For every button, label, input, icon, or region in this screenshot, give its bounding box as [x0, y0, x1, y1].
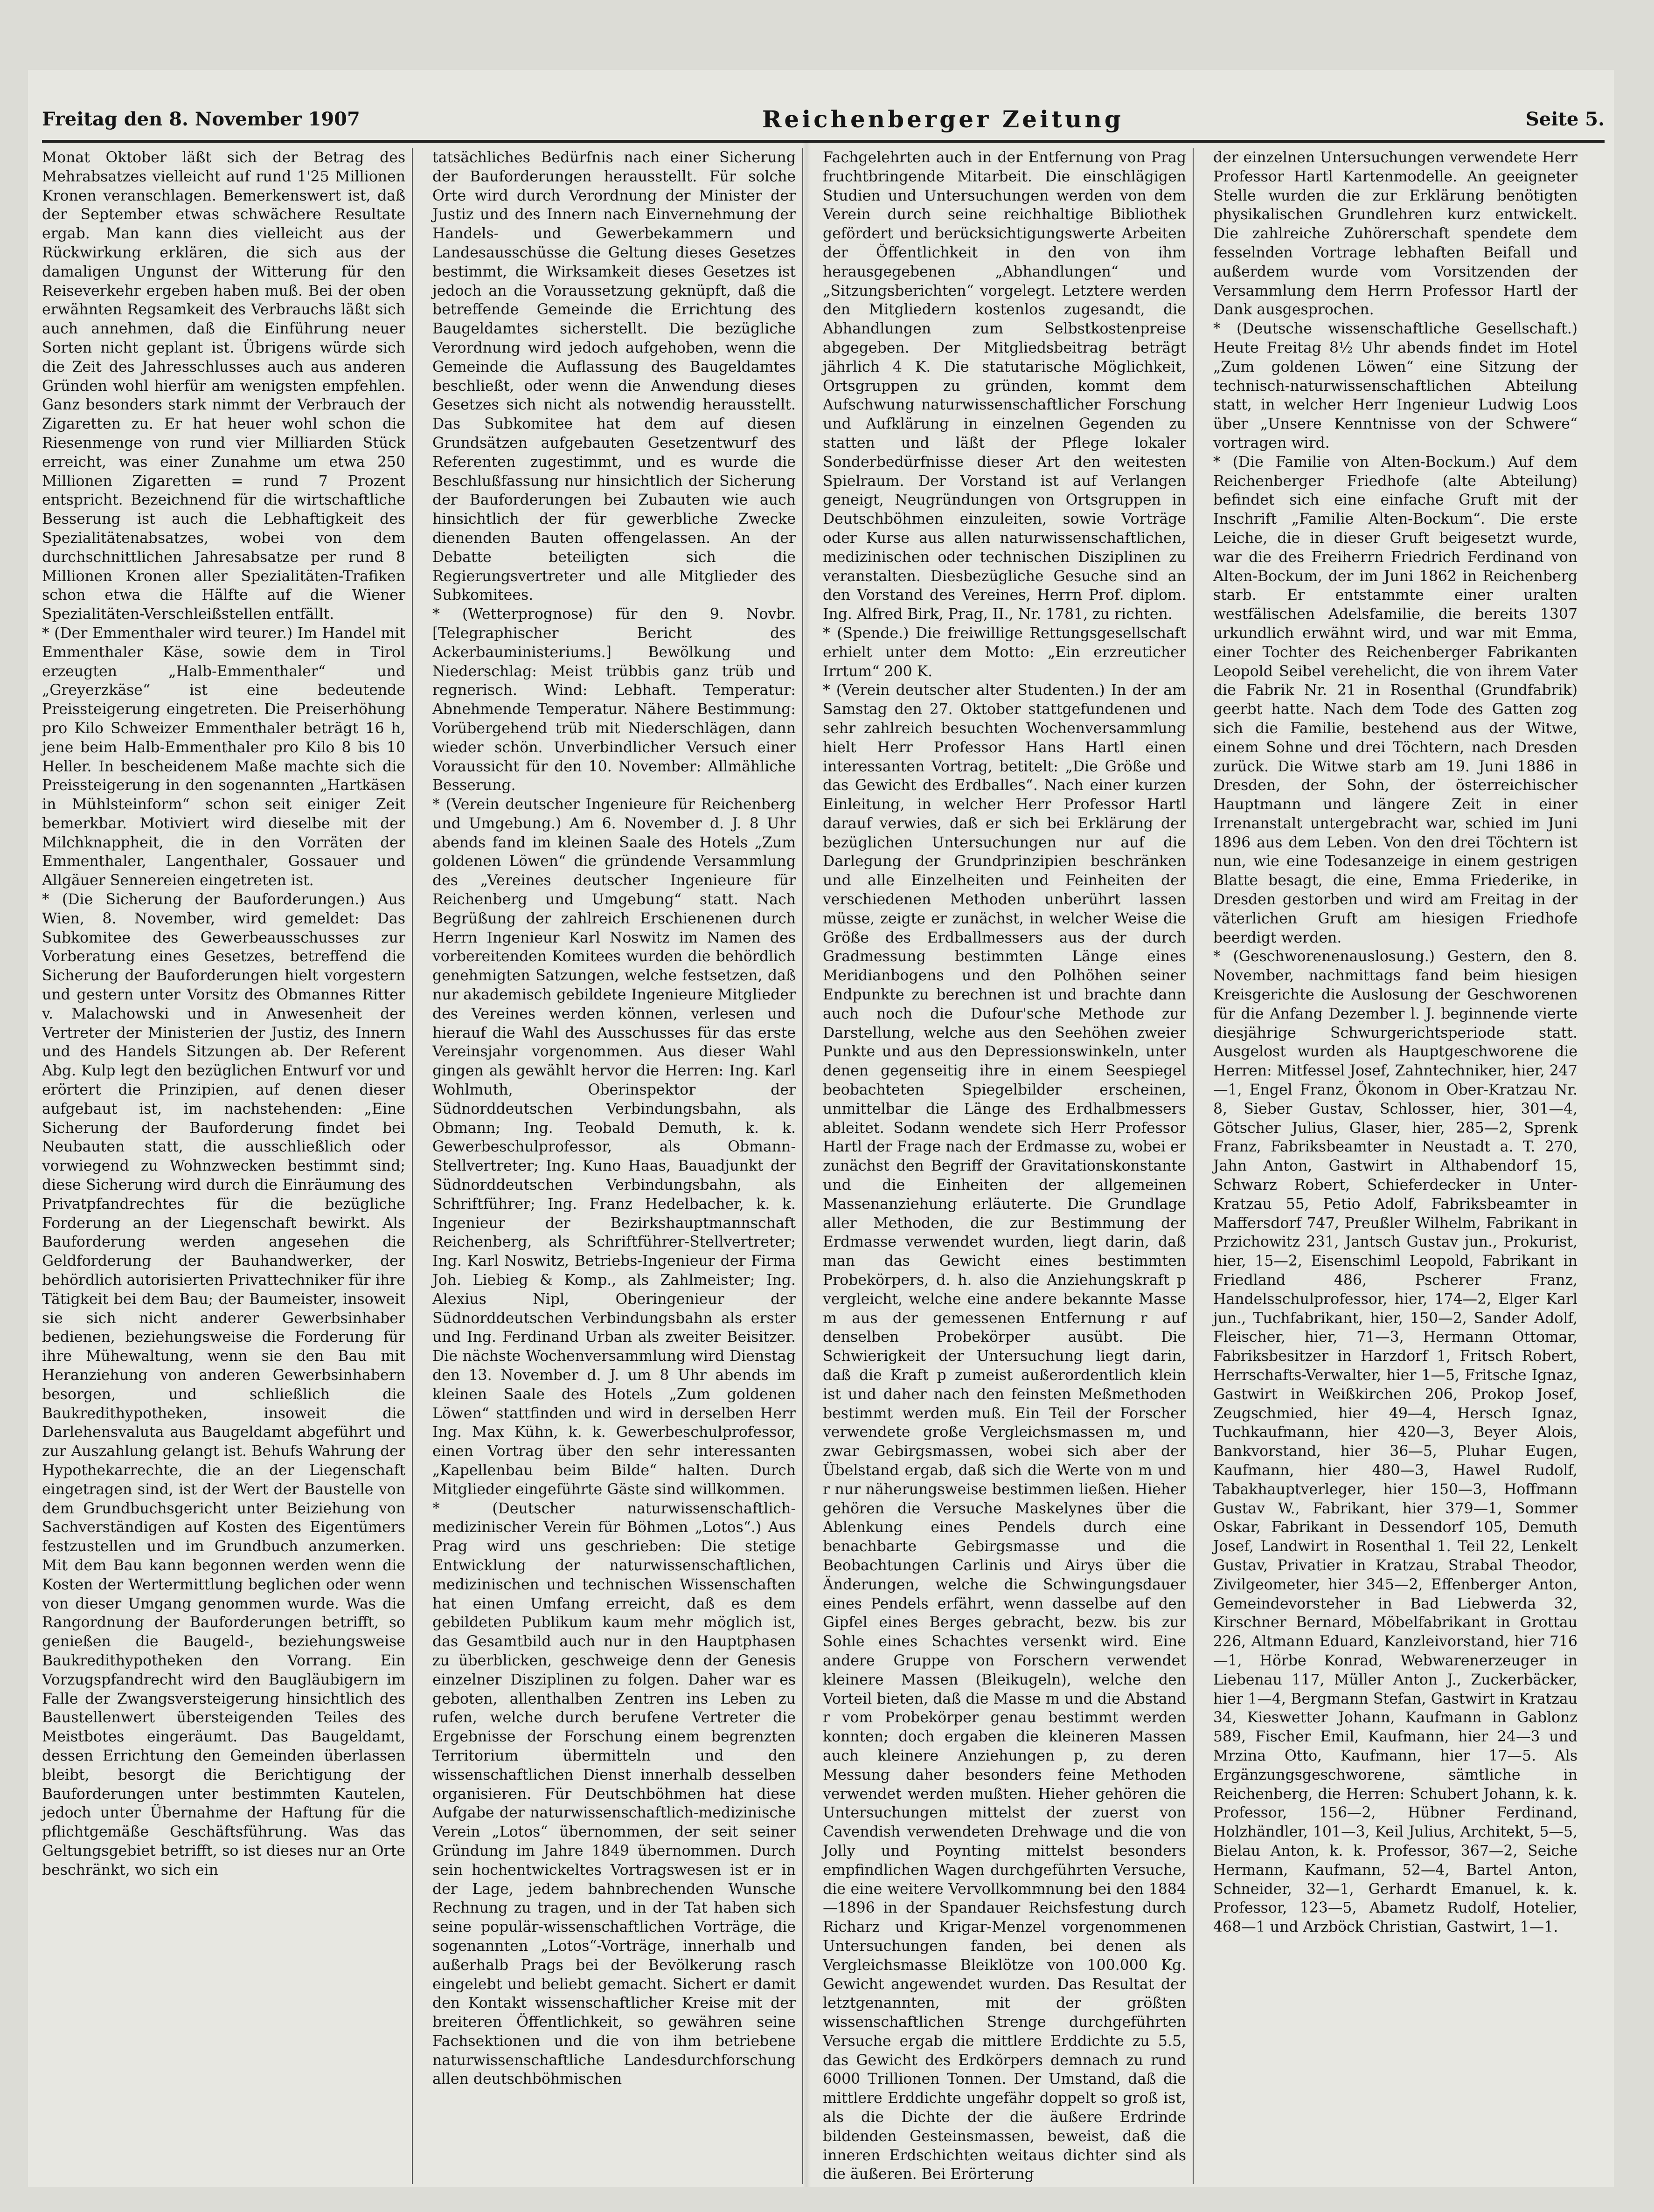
article-paragraph: * (Die Familie von Alten-Bockum.) Auf dem Reichenberger Friedhofe (alte Abteilung) befindet sich eine einfache Gruft mit der Inschrift „Familie Alten-Bockum“. Die erste Leiche, die in dieser Gruft beigesetzt wurde, war die des Freiherrn Friedrich Ferdinand von Alten-Bockum, der im Juni 1862 in Reichenberg starb. Er entstammte einer uralten westfälischen Adelsfamilie, die bereits 1307 urkundlich erwähnt wird, und war mit Emma, einer Tochter des Reichenberger Fabrikanten Leopold Seibel verehelicht, die von ihrem Vater die Fabrik Nr. 21 in Rosenthal (Grundfabrik) geerbt hatte. Nach dem Tode des Gatten zog sich die Familie, bestehend aus der Witwe, einem Sohne und drei Töchtern, nach Dresden zurück. Die Witwe starb am 19. Juni 1886 in Dresden, der Sohn, der österreichischer Hauptmann und längere Zeit in einer Irrenanstalt untergebracht war, schied im Juni 1896 aus dem Leben. Von den drei Töchtern ist nun, wie eine Todesanzeige in einem gestrigen Blatte besagt, die eine, Emma Friederike, in Dresden gestorben und wird am Freitag in der väterlichen Gruft am hiesigen Friedhofe beerdigt werden.: [1213, 453, 1578, 946]
column-2: [432, 148, 803, 2184]
article-paragraph: * (Der Emmenthaler wird teurer.) Im Handel mit Emmenthaler Käse, sowie dem in Tirol erzeugten „Halb-Emmenthaler“ und „Greyerzkäse“ ist eine bedeutende Preissteigerung eingetreten. Die Preiserhöhung pro Kilo Schweizer Emmenthaler beträgt 16 h, jene beim Halb-Emmenthaler pro Kilo 8 bis 10 Heller. In bescheidenem Maße machte sich die Preissteigerung in den sogenannten „Hartkäsen in Mühlsteinform“ schon seit einiger Zeit bemerkbar. Motiviert wird dieselbe mit der Milchknappheit, die in den Vorräten der Emmenthaler, Langenthaler, Gossauer und Allgäuer Sennereien eingetreten ist.: [42, 624, 405, 889]
column-4: [1213, 148, 1584, 2184]
column-1: [42, 148, 413, 2184]
article-paragraph: * (Deutscher naturwissenschaftlich-medizinischer Verein für Böhmen „Lotos“.) Aus Prag wird uns geschrieben: Die stetige Entwicklung der naturwissenschaftlichen, medizinischen und technischen Wissenschaften hat einen Umfang erreicht, daß es dem gebildeten Publikum kaum mehr möglich ist, das Gesamtbild auch nur in den Hauptphasen zu überblicken, geschweige denn der Genesis einzelner Disziplinen zu folgen. Daher war es geboten, allenthalben Zentren ins Leben zu rufen, welche durch berufene Vertreter die Ergebnisse der Forschung einem begrenzten Territorium übermitteln und den wissenschaftlichen Dienst innerhalb desselben organisieren. Für Deutschböhmen hat diese Aufgabe der naturwissenschaftlich-medizinische Verein „Lotos“ übernommen, der seit seiner Gründung im Jahre 1849 übernommen. Durch sein hochentwickeltes Vortragswesen ist er in der Lage, jedem bahnbrechenden Wunsche Rechnung zu tragen, und in der Tat haben sich seine populär-wissenschaftlichen Vorträge, die sogenannten „Lotos“-Vorträge, innerhalb und außerhalb Prags bei der Bevölkerung rasch eingelebt und beliebt gemacht. Sichert er damit den Kontakt wissenschaftlicher Kreise mit der breiteren Öffentlichkeit, so gewähren seine Fachsektionen und die von ihm betriebene naturwissenschaftliche Landesdurchforschung allen deutschböhmischen: [432, 1500, 796, 2088]
article-paragraph: tatsächliches Bedürfnis nach einer Sicherung der Bauforderungen herausstellt. Für solche Orte wird durch Verordnung der Minister der Justiz und des Innern nach Einvernehmung der Handels- und Gewerbekammern und Landesausschüsse die Geltung dieses Gesetzes bestimmt, die Wirksamkeit dieses Gesetzes ist jedoch an die Voraussetzung geknüpft, daß die betreffende Gemeinde die Errichtung des Baugeldamtes sicherstellt. Die bezügliche Verordnung wird jedoch aufgehoben, wenn die Gemeinde die Auflassung des Baugeldamtes beschließt, oder wenn die Anwendung dieses Gesetzes sich nicht als notwendig herausstellt. Das Subkomitee hat dem auf diesen Grundsätzen aufgebauten Gesetzentwurf des Referenten zugestimmt, und es wurde die Beschlußfassung nur hinsichtlich der Sicherung der Bauforderungen bei Zubauten wie auch hinsichtlich der für gewerbliche Zwecke dienenden Bauten offengelassen. An der Debatte beteiligten sich die Regierungsvertreter und alle Mitglieder des Subkomitees.: [432, 149, 796, 604]
masthead: [42, 98, 1605, 140]
article-paragraph: * (Spende.) Die freiwillige Rettungsgesellschaft erhielt unter dem Motto: „Ein erzreuticher Irrtum“ 200 K.: [823, 624, 1186, 680]
column-3: [823, 148, 1194, 2184]
article-paragraph: * (Geschworenenauslosung.) Gestern, den 8. November, nachmittags fand beim hiesigen Kreisgerichte die Auslosung der Geschworenen für die Anfang Dezember l. J. beginnende vierte diesjährige Schwurgerichtsperiode statt. Ausgelost wurden als Hauptgeschworene die Herren: Mitfessel Josef, Zahntechniker, hier, 247—1, Engel Franz, Ökonom in Ober-Kratzau Nr. 8, Sieber Gustav, Schlosser, hier, 301—4, Götscher Julius, Glaser, hier, 285—2, Sprenk Franz, Fabriksbeamter in Neustadt a. T. 270, Jahn Anton, Gastwirt in Althabendorf 15, Schwarz Robert, Schieferdecker in Unter-Kratzau 55, Petio Adolf, Fabriksbeamter in Maffersdorf 747, Preußler Wilhelm, Fabrikant in Przichowitz 231, Jantsch Gustav jun., Prokurist, hier, 15—2, Eisenschiml Leopold, Fabrikant in Friedland 486, Pscherer Franz, Handelsschulprofessor, hier, 174—2, Elger Karl jun., Tuchfabrikant, hier, 150—2, Sander Adolf, Fleischer, hier, 71—3, Hermann Ottomar, Fabriksbesitzer in Harzdorf 1, Fritsch Robert, Herrschafts-Verwalter, hier 1—5, Fritsche Ignaz, Gastwirt in Weißkirchen 206, Prokop Josef, Zeugschmied, hier 49—4, Hersch Ignaz, Tuchkaufmann, hier 420—3, Beyer Alois, Bankvorstand, hier 36—5, Pluhar Eugen, Kaufmann, hier 480—3, Hawel Rudolf, Tabakhauptverleger, hier 150—3, Hoffmann Gustav W., Fabrikant, hier 379—1, Sommer Oskar, Fabrikant in Dessendorf 105, Demuth Josef, Landwirt in Rosenthal 1. Teil 22, Lenkelt Gustav, Privatier in Kratzau, Strabal Theodor, Zivilgeometer, hier 345—2, Effenberger Anton, Gemeindevorsteher in Bad Liebwerda 32, Kirschner Bernard, Möbelfabrikant in Grottau 226, Altmann Eduard, Kanzleivorstand, hier 716—1, Hörbe Konrad, Webwarenerzeuger in Liebenau 117, Müller Anton J., Zuckerbäcker, hier 1—4, Bergmann Stefan, Gastwirt in Kratzau 34, Kieswetter Johann, Kaufmann in Gablonz 589, Fischer Emil, Kaufmann, hier 24—3 und Mrzina Otto, Kaufmann, hier 17—5. Als Ergänzungsgeschworene, sämtliche in Reichenberg, die Herren: Schubert Johann, k. k. Professor, 156—2, Hübner Ferdinand, Holzhändler, 101—3, Keil Julius, Architekt, 5—5, Bielau Anton, k. k. Professor, 367—2, Seiche Hermann, Kaufmann, 52—4, Bartel Anton, Schneider, 32—1, Gerhardt Emanuel, k. k. Professor, 123—5, Abametz Rudolf, Hotelier, 468—1 und Arzböck Christian, Gastwirt, 1—1.: [1213, 948, 1578, 1936]
article-paragraph: * (Deutsche wissenschaftliche Gesellschaft.) Heute Freitag 8½ Uhr abends findet im Hotel „Zum goldenen Löwen“ eine Sitzung der technisch-naturwissenschaftlichen Abteilung statt, in welcher Herr Ingenieur Ludwig Loos über „Unsere Kenntnisse von der Schwere“ vortragen wird.: [1213, 320, 1578, 451]
article-paragraph: Monat Oktober läßt sich der Betrag des Mehrabsatzes vielleicht auf rund 1'25 Millionen Kronen veranschlagen. Bemerkenswert ist, daß der September etwas schwächere Resultate ergab. Man kann dies vielleicht aus der Rückwirkung erklären, die sich aus der damaligen Ungunst der Witterung für den Reiseverkehr ergeben haben muß. Bei der oben erwähnten Regsamkeit des Verbrauchs läßt sich auch annehmen, daß die Einführung neuer Sorten nicht geplant ist. Übrigens würde sich die Zeit des Jahresschlusses auch aus anderen Gründen wohl hierfür am wenigsten empfehlen. Ganz besonders stark nimmt der Verbrauch der Zigaretten zu. Er hat heuer wohl schon die Riesenmenge von rund vier Milliarden Stück erreicht, was einer Zunahme um etwa 250 Millionen Zigaretten = rund 7 Prozent entspricht. Bezeichnend für die wirtschaftliche Besserung ist auch die Lebhaftigkeit des Spezialitätenabsatzes, wobei von dem durchschnittlichen Jahresabsatze per rund 8 Millionen Kronen aller Spezialitäten-Trafiken schon etwa die Hälfte auf die Wiener Spezialitäten-Verschleißstellen entfällt.: [42, 149, 405, 623]
newspaper-title: Reichenberger Zeitung: [762, 105, 1124, 133]
article-paragraph: Fachgelehrten auch in der Entfernung von Prag fruchtbringende Mitarbeit. Die einschlägigen Studien und Untersuchungen werden von dem Verein durch seine reichhaltige Bibliothek gefördert und berücksichtigungswerte Arbeiten der Öffentlichkeit in den von ihm herausgegebenen „Abhandlungen“ und „Sitzungsberichten“ vorgelegt. Letztere werden den Mitgliedern kostenlos zugesandt, die Abhandlungen zum Selbstkostenpreise abgegeben. Der Mitgliedsbeitrag beträgt jährlich 4 K. Die statutarische Möglichkeit, Ortsgruppen zu gründen, kommt dem Aufschwung naturwissenschaftlicher Forschung und Aufklärung in einzelnen Gegenden zu statten und läßt der Pflege lokaler Sonderbedürfnisse dieser Art den weitesten Spielraum. Der Vorstand ist auf Verlangen geneigt, Neugründungen von Ortsgruppen in Deutschböhmen einzuleiten, sowie Vorträge oder Kurse aus allen naturwissenschaftlichen, medizinischen oder technischen Disziplinen zu veranstalten. Diesbezügliche Gesuche sind an den Vorstand des Vereines, Herrn Prof. diplom. Ing. Alfred Birk, Prag, II., Nr. 1781, zu richten.: [823, 149, 1186, 623]
masthead-rule: [42, 140, 1605, 143]
issue-date: Freitag den 8. November 1907: [42, 108, 360, 130]
page-number: Seite 5.: [1525, 108, 1605, 130]
article-paragraph: der einzelnen Untersuchungen verwendete Herr Professor Hartl Kartenmodelle. An geeigneter Stelle wurden die zur Erklärung benötigten physikalischen Grundlehren kurz entwickelt. Die zahlreiche Zuhörerschaft spendete dem fesselnden Vortrage lebhaften Beifall und außerdem wurde vom Vorsitzenden der Versammlung dem Herrn Professor Hartl der Dank ausgesprochen.: [1213, 149, 1578, 319]
article-paragraph: * (Verein deutscher alter Studenten.) In der am Samstag den 27. Oktober stattgefundenen und sehr zahlreich besuchten Wochenversammlung hielt Herr Professor Hans Hartl einen interessanten Vortrag, betitelt: „Die Größe und das Gewicht des Erdballes“. Nach einer kurzen Einleitung, in welcher Herr Professor Hartl darauf verwies, daß er sich bei Erklärung der bezüglichen Untersuchungen nur auf die Darlegung der Grundprinzipien beschränken und alle Einzelheiten und Feinheiten der verschiedenen Methoden unberührt lassen müsse, zeigte er zunächst, in welcher Weise die Größe des Erdballmessers aus der durch Gradmessung bestimmten Länge eines Meridianbogens und den Polhöhen seiner Endpunkte zu berechnen ist und brachte dann auch noch die Dufour'sche Methode zur Darstellung, welche aus den Seehöhen zweier Punkte und aus den Depressionswinkeln, unter denen gegenseitig ihre in einem Seespiegel beobachteten Spiegelbilder erscheinen, unmittelbar die Länge des Erdhalbmessers ableitet. Sodann wendete sich Herr Professor Hartl der Frage nach der Erdmasse zu, wobei er zunächst den Begriff der Gravitationskonstante und die Einheiten der allgemeinen Massenanziehung erläuterte. Die Grundlage aller Methoden, die zur Bestimmung der Erdmasse verwendet wurden, liegt darin, daß man das Gewicht eines bestimmten Probekörpers, d. h. also die Anziehungskraft p vergleicht, welche eine andere bekannte Masse m aus der gemessenen Entfernung r auf denselben Probekörper ausübt. Die Schwierigkeit der Untersuchung liegt darin, daß die Kraft p zumeist außerordentlich klein ist und daher nach den feinsten Meßmethoden bestimmt werden muß. Ein Teil der Forscher verwendete große Vergleichsmassen m, und zwar Gebirgsmassen, wobei sich aber der Übelstand ergab, daß sich die Werte von m und r nur näherungsweise bestimmen ließen. Hieher gehören die Versuche Maskelynes über die Ablenkung eines Pendels durch eine benachbarte Gebirgsmasse und die Beobachtungen Carlinis und Airys über die Änderungen, welche die Schwingungsdauer eines Pendels erfährt, wenn dasselbe auf den Gipfel eines Berges gebracht, bezw. bis zur Sohle eines Schachtes versenkt wird. Eine andere Gruppe von Forschern verwendet kleinere Massen (Bleikugeln), welche den Vorteil bieten, daß die Masse m und die Abstand r vom Probekörper genau bestimmt werden konnten; doch ergaben die kleineren Massen auch kleinere Anziehungen p, zu deren Messung daher besonders feine Methoden verwendet werden mußten. Hieher gehören die Untersuchungen mittelst der zuerst von Cavendish verwendeten Drehwage und die von Jolly und Poynting mittelst besonders empfindlichen Wagen durchgeführten Versuche, die eine weitere Vervollkommnung bei den 1884—1896 in der Spandauer Reichsfestung durch Richarz und Krigar-Menzel vorgenommenen Untersuchungen fanden, bei denen als Vergleichsmasse Bleiklötze von 100.000 Kg. Gewicht angewendet wurden. Das Resultat der letztgenannten, mit der größten wissenschaftlichen Strenge durchgeführten Versuche ergab die mittlere Erddichte zu 5.5, das Gewicht des Erdkörpers demnach zu rund 6000 Trillionen Tonnen. Der Umstand, daß die mittlere Erddichte ungefähr doppelt so groß ist, als die Dichte der die äußere Erdrinde bildenden Gesteinsmassen, beweist, daß die inneren Erdschichten weitaus dichter sind als die äußeren. Bei Erörterung: [823, 682, 1186, 2183]
newspaper-page: [28, 70, 1614, 2187]
article-paragraph: * (Verein deutscher Ingenieure für Reichenberg und Umgebung.) Am 6. November d. J. 8 Uhr abends fand im kleinen Saale des Hotels „Zum goldenen Löwen“ die gründende Versammlung des „Vereines deutscher Ingenieure für Reichenberg und Umgebung“ statt. Nach Begrüßung der zahlreich Erschienenen durch Herrn Ingenieur Karl Noswitz im Namen des vorbereitenden Komitees wurden die behördlich genehmigten Satzungen, welche festsetzen, daß nur akademisch gebildete Ingenieure Mitglieder des Vereines werden können, verlesen und hierauf die Wahl des Ausschusses für das erste Vereinsjahr vorgenommen. Aus dieser Wahl gingen als gewählt hervor die Herren: Ing. Karl Wohlmuth, Oberinspektor der Südnorddeutschen Verbindungsbahn, als Obmann; Ing. Teobald Demuth, k. k. Gewerbeschulprofessor, als Obmann-Stellvertreter; Ing. Kuno Haas, Bauadjunkt der Südnorddeutschen Verbindungsbahn, als Schriftführer; Ing. Franz Hedelbacher, k. k. Ingenieur der Bezirkshauptmannschaft Reichenberg, als Schriftführer-Stellvertreter; Ing. Karl Noswitz, Betriebs-Ingenieur der Firma Joh. Liebieg & Komp., als Zahlmeister; Ing. Alexius Nipl, Oberingenieur der Südnorddeutschen Verbindungsbahn als erster und Ing. Ferdinand Urban als zweiter Beisitzer. Die nächste Wochenversammlung wird Dienstag den 13. November d. J. um 8 Uhr abends im kleinen Saale des Hotels „Zum goldenen Löwen“ stattfinden und wird in derselben Herr Ing. Max Kühn, k. k. Gewerbeschulprofessor, einen Vortrag über den sehr interessanten „Kapellenbau beim Bilde“ halten. Durch Mitglieder eingeführte Gäste sind willkommen.: [432, 796, 796, 1498]
text-columns: [42, 148, 1605, 2183]
article-paragraph: * (Die Sicherung der Bauforderungen.) Aus Wien, 8. November, wird gemeldet: Das Subkomitee des Gewerbeausschusses zur Vorberatung eines Gesetzes, betreffend die Sicherung der Bauforderungen hielt vorgestern und gestern unter Vorsitz des Obmannes Ritter v. Malachowski und in Anwesenheit der Vertreter der Ministerien der Justiz, des Innern und des Handels Sitzungen ab. Der Referent Abg. Kulp legt den bezüglichen Entwurf vor und erörtert die Prinzipien, auf denen dieser aufgebaut ist, im nachstehenden: „Eine Sicherung der Bauforderung findet bei Neubauten statt, die ausschließlich oder vorwiegend zu Wohnzwecken bestimmt sind; diese Sicherung wird durch die Einräumung des Privatpfandrechtes für die bezügliche Forderung an der Liegenschaft bewirkt. Als Bauforderung werden angesehen die Geldforderung der Bauhandwerker, der behördlich autorisierten Privattechniker für ihre Tätigkeit bei dem Bau; der Baumeister, insoweit sie sich nicht anderer Gewerbsinhaber bedienen, beziehungsweise die Forderung für ihre Mühewaltung, wenn sie den Bau mit Heranziehung von anderen Gewerbsinhabern besorgen, und schließlich die Baukredithypotheken, insoweit die Darlehensvaluta aus Baugeldamt abgeführt und zur Auszahlung gelangt ist. Behufs Wahrung der Hypothekarrechte, die an der Liegenschaft eingetragen sind, ist der Wert der Baustelle von dem Grundbuchsgericht unter Beiziehung von Sachverständigen auf Kosten des Eigentümers festzustellen und im Grundbuch anzumerken. Mit dem Bau kann begonnen werden wenn die Kosten der Wertermittlung beglichen oder wenn von dieser Umgang genommen wurde. Was die Rangordnung der Bauforderungen betrifft, so genießen die Baugeld-, beziehungsweise Baukredithypotheken den Vorrang. Ein Vorzugspfandrecht wird den Baugläubigern im Falle der Zwangsversteigerung hinsichtlich des Baustellenwert übersteigenden Teiles des Meistbotes eingeräumt. Das Baugeldamt, dessen Errichtung den Gemeinden überlassen bleibt, besorgt die Berichtigung der Bauforderungen unter bestimmten Kautelen, jedoch unter Übernahme der Haftung für die pflichtgemäße Geschäftsführung. Was das Geltungsgebiet betrifft, so ist dieses nur an Orte beschränkt, wo sich ein: [42, 891, 405, 1879]
article-paragraph: * (Wetterprognose) für den 9. Novbr. [Telegraphischer Bericht des Ackerbauministeriums.] Bewölkung und Niederschlag: Meist trübbis ganz trüb und regnerisch. Wind: Lebhaft. Temperatur: Abnehmende Temperatur. Nähere Bestimmung: Vorübergehend trüb mit Niederschlägen, dann wieder schön. Unverbindlicher Versuch einer Voraussicht für den 10. November: Allmähliche Besserung.: [432, 606, 796, 794]
